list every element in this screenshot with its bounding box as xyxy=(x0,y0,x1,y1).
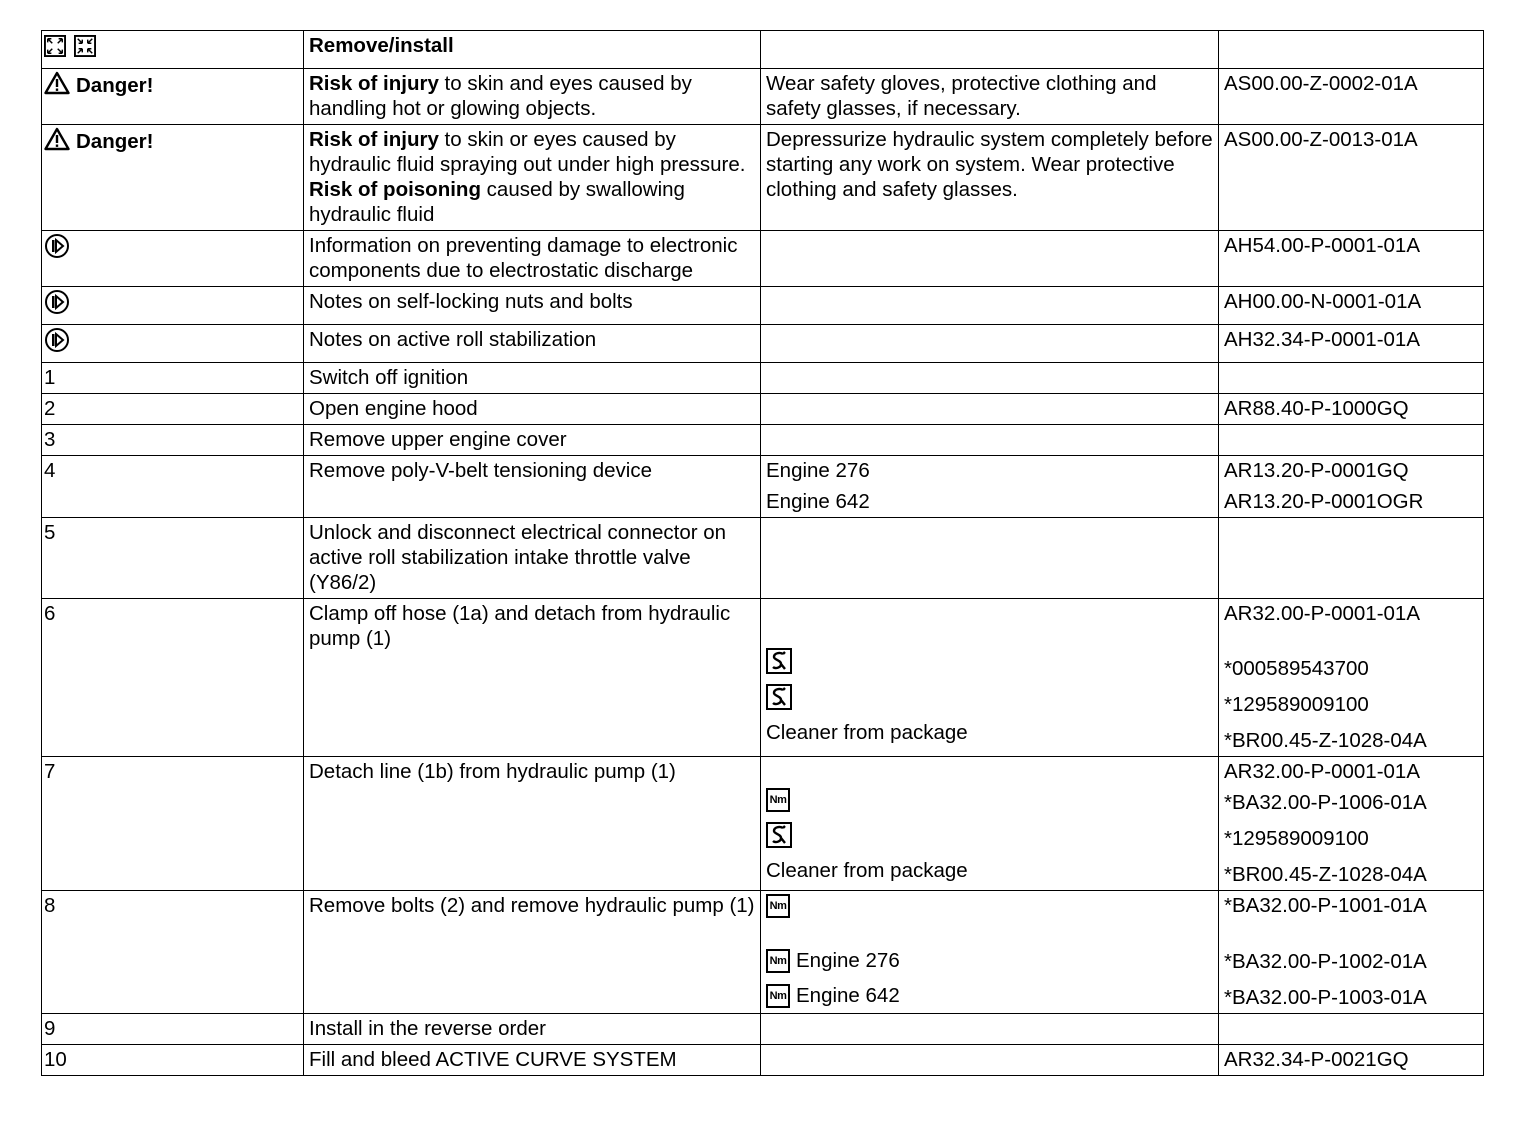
step-number: 2 xyxy=(42,394,304,425)
repair-procedure-table xyxy=(41,30,1484,1076)
tool-number[interactable]: *129589009100 xyxy=(1224,827,1369,850)
step-row xyxy=(42,518,1484,599)
step-number: 3 xyxy=(42,425,304,456)
step-row xyxy=(42,363,1484,394)
note-text: Notes on active roll stabilization xyxy=(304,325,761,363)
risk-description: Risk of injury to skin or eyes caused by hydraulic fluid spraying out under high pressure. Risk of poisoning caused by swallowing hydraulic fluid xyxy=(304,125,761,231)
torque-nm-icon: Nm xyxy=(766,949,790,973)
step-number: 9 xyxy=(42,1014,304,1045)
note-row xyxy=(42,231,1484,287)
reference-link[interactable]: AR32.00-P-0001-01A xyxy=(1224,602,1421,625)
note-text: Information on preventing damage to electronic components due to electrostatic discharge xyxy=(304,231,761,287)
torque-reference[interactable]: *BA32.00-P-1002-01A xyxy=(1224,950,1427,973)
warning-triangle-icon xyxy=(44,127,70,151)
step-text: Fill and bleed ACTIVE CURVE SYSTEM xyxy=(304,1045,761,1076)
reference-link[interactable]: AS00.00-Z-0013-01A xyxy=(1219,125,1484,231)
step-number: 5 xyxy=(42,518,304,599)
step-text: Install in the reverse order xyxy=(304,1014,761,1045)
step-row xyxy=(42,456,1484,518)
step-text: Open engine hood xyxy=(304,394,761,425)
info-note-icon xyxy=(44,327,70,353)
note-row xyxy=(42,325,1484,363)
safety-measure: Wear safety gloves, protective clothing and safety glasses, if necessary. xyxy=(761,69,1219,125)
reference-link[interactable]: AR32.34-P-0021GQ xyxy=(1219,1045,1484,1076)
warning-row xyxy=(42,69,1484,125)
step-text: Detach line (1b) from hydraulic pump (1) xyxy=(304,757,761,891)
special-tool-icon xyxy=(766,684,792,710)
step-text: Remove bolts (2) and remove hydraulic pump (1) xyxy=(304,891,761,1014)
danger-label: Danger! xyxy=(76,130,154,153)
torque-reference[interactable]: *BA32.00-P-1003-01A xyxy=(1224,986,1427,1009)
warning-row xyxy=(42,125,1484,231)
torque-nm-icon: Nm xyxy=(766,788,790,812)
special-tool-icon xyxy=(766,822,792,848)
torque-nm-icon: Nm xyxy=(766,894,790,918)
step-text: Remove upper engine cover xyxy=(304,425,761,456)
step-number: 6 xyxy=(42,599,304,757)
reference-link[interactable]: AR32.00-P-0001-01A xyxy=(1224,760,1421,783)
engine-variant: Engine 276 xyxy=(766,459,870,482)
step-number: 8 xyxy=(42,891,304,1014)
step-number: 7 xyxy=(42,757,304,891)
step-number: 1 xyxy=(42,363,304,394)
reference-link[interactable]: AR13.20-P-0001OGR xyxy=(1224,490,1424,513)
warning-triangle-icon xyxy=(44,71,70,95)
engine-variant: Engine 642 xyxy=(766,490,870,513)
consumable-note: Cleaner from package xyxy=(766,721,968,744)
engine-variant: Engine 276 xyxy=(796,949,900,972)
step-number: 10 xyxy=(42,1045,304,1076)
reference-link[interactable]: AR88.40-P-1000GQ xyxy=(1219,394,1484,425)
reference-link[interactable]: *BR00.45-Z-1028-04A xyxy=(1224,863,1427,886)
reference-link[interactable]: AH32.34-P-0001-01A xyxy=(1219,325,1484,363)
collapse-arrows-icon xyxy=(74,35,96,57)
torque-reference[interactable]: *BA32.00-P-1006-01A xyxy=(1224,791,1427,814)
reference-link[interactable]: AR13.20-P-0001GQ xyxy=(1224,459,1409,482)
step-number: 4 xyxy=(42,456,304,518)
step-row xyxy=(42,599,1484,757)
tool-number[interactable]: *129589009100 xyxy=(1224,693,1369,716)
engine-variant: Engine 642 xyxy=(796,984,900,1007)
step-text: Remove poly-V-belt tensioning device xyxy=(304,456,761,518)
note-row xyxy=(42,287,1484,325)
expand-arrows-icon xyxy=(44,35,66,57)
special-tool-icon xyxy=(766,648,792,674)
danger-label: Danger! xyxy=(76,74,154,97)
note-text: Notes on self-locking nuts and bolts xyxy=(304,287,761,325)
risk-description: Risk of injury to skin and eyes caused by handling hot or glowing objects. xyxy=(304,69,761,125)
step-text: Switch off ignition xyxy=(304,363,761,394)
step-row xyxy=(42,394,1484,425)
info-note-icon xyxy=(44,233,70,259)
info-note-icon xyxy=(44,289,70,315)
header-icons-cell xyxy=(42,31,304,69)
reference-link[interactable]: AH54.00-P-0001-01A xyxy=(1219,231,1484,287)
step-row xyxy=(42,757,1484,891)
reference-link[interactable]: *BR00.45-Z-1028-04A xyxy=(1224,729,1427,752)
step-row xyxy=(42,1045,1484,1076)
torque-reference[interactable]: *BA32.00-P-1001-01A xyxy=(1224,894,1427,917)
reference-link[interactable]: AH00.00-N-0001-01A xyxy=(1219,287,1484,325)
reference-link[interactable]: AS00.00-Z-0002-01A xyxy=(1219,69,1484,125)
header-row xyxy=(42,31,1484,69)
step-text: Unlock and disconnect electrical connector on active roll stabilization intake throttle valve (Y86/2) xyxy=(304,518,761,599)
tool-number[interactable]: *000589543700 xyxy=(1224,657,1369,680)
step-row xyxy=(42,1014,1484,1045)
step-row xyxy=(42,891,1484,1014)
consumable-note: Cleaner from package xyxy=(766,859,968,882)
step-row xyxy=(42,425,1484,456)
step-text: Clamp off hose (1a) and detach from hydraulic pump (1) xyxy=(304,599,761,757)
safety-measure: Depressurize hydraulic system completely before starting any work on system. Wear protective clothing and safety glasses. xyxy=(761,125,1219,231)
torque-nm-icon: Nm xyxy=(766,984,790,1008)
page-title: Remove/install xyxy=(304,31,761,69)
